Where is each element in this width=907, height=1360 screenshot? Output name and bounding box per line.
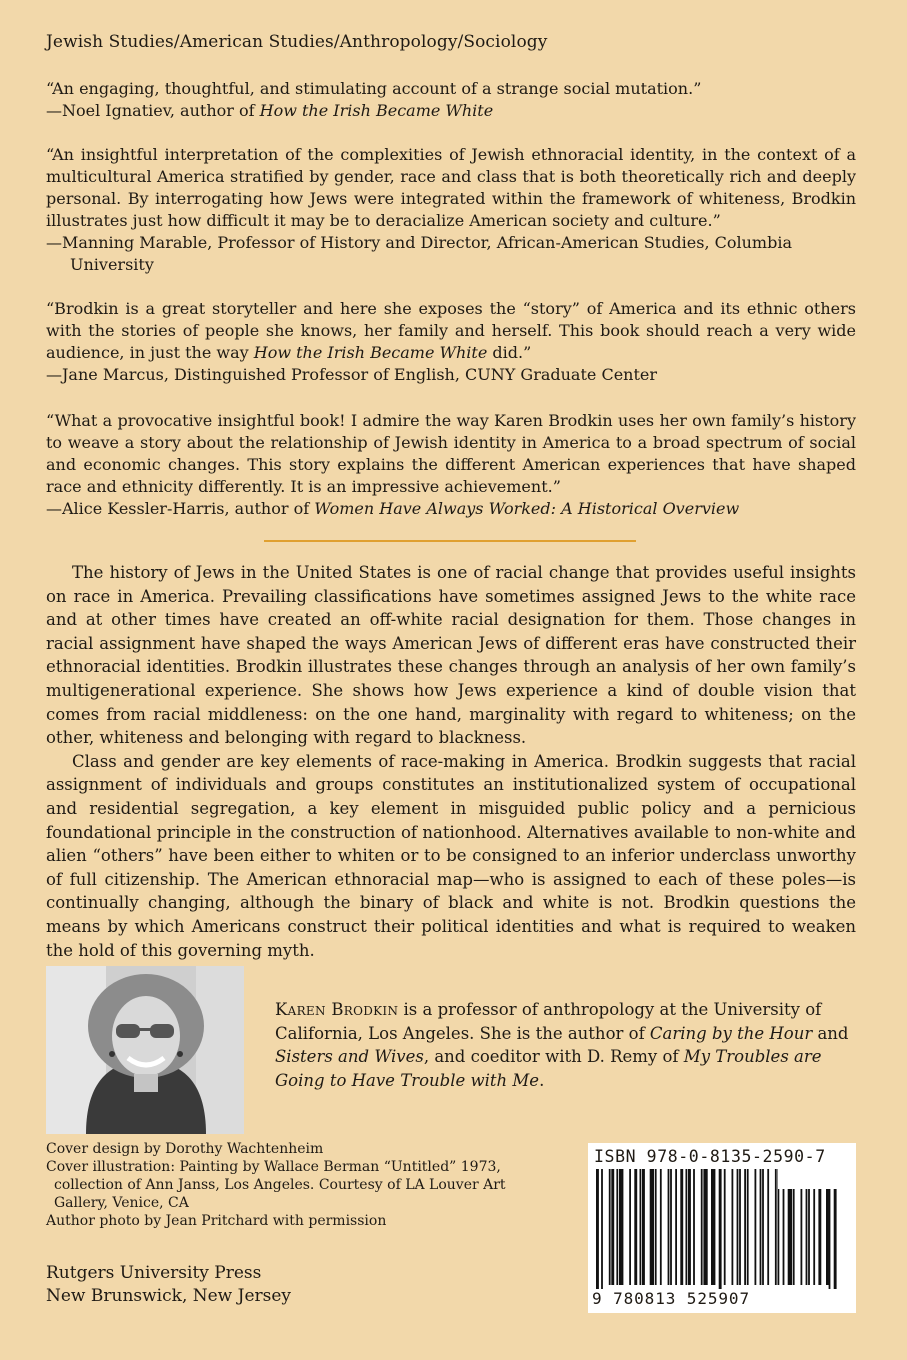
isbn-label: ISBN 978-0-8135-2590-7 [594, 1147, 826, 1166]
price-code-backing [778, 1167, 848, 1189]
barcode-bar [601, 1169, 603, 1289]
barcode-bar [660, 1169, 662, 1285]
barcode-bar [609, 1169, 611, 1285]
barcode-bar [724, 1169, 726, 1285]
barcode-bar [711, 1169, 714, 1285]
barcode-bar [767, 1169, 769, 1285]
barcode-bar [650, 1169, 653, 1285]
barcode-bar [693, 1169, 695, 1285]
barcode-bar [739, 1169, 741, 1285]
book-title: How the Irish Became White [259, 101, 494, 120]
barcode-bar [732, 1169, 734, 1285]
barcode-digits: 9 780813 525907 [592, 1289, 750, 1308]
barcode-bar [688, 1169, 691, 1285]
blurb-marable [46, 144, 856, 276]
blurb-quote: “An engaging, thoughtful, and stimulating account of a strange social mutation.” [46, 79, 702, 98]
publisher-block [46, 1262, 466, 1308]
blurb-kessler-harris [46, 410, 856, 520]
barcode-bar [706, 1169, 708, 1285]
author-portrait-image [46, 966, 244, 1134]
barcode-bar [686, 1169, 688, 1285]
barcode-bar [670, 1169, 672, 1285]
isbn-barcode [588, 1143, 856, 1313]
author-bio: Karen Brodkin is a professor of anthropology at the University of California, Los Angeles. She is the author of Caring by the Hour and Sisters and Wives, and coeditor with D. Remy of My Troubles are Going to Have Trouble with Me. [275, 1000, 849, 1090]
barcode-bar [652, 1169, 654, 1285]
blurb-ignatiev [46, 78, 856, 122]
blurb-quote: “What a provocative insightful book! I admire the way Karen Brodkin uses her own family’s history to weave a story about the relationship of Jewish identity in America to a broad spectrum of social and economic changes. This story explains the different American experiences that have shaped race and ethnicity differently. It is an impressive achievement.” [46, 411, 856, 496]
description-paragraph: Class and gender are key elements of race-making in America. Brodkin suggests that racial assignment of individuals and groups constitutes an institutionalized system of occupational and residential segregation, a key element in misguided public policy and a pernicious foundational principle in the construction of nationhood. Alternatives available to non-white and alien “others” have been either to whiten or to be consigned to an inferior underclass unworthy of full citizenship. The American ethnoracial map—who is assigned to each of these poles—is continually changing, although the binary of black and white is not. Brodkin questions the means by which Americans construct their political identities and what is required to weaken the hold of this governing myth. [46, 751, 856, 960]
book-title: How the Irish Became White [253, 343, 488, 362]
author-photo [46, 966, 244, 1134]
barcode-bar [680, 1169, 683, 1285]
subject-category: Jewish Studies/American Studies/Anthropology/Sociology [46, 32, 548, 52]
barcode-bar [675, 1169, 677, 1285]
blurb-attribution: —Alice Kessler-Harris, author of Women Have Always Worked: A Historical Overview [46, 499, 740, 518]
blurb-attribution: —Noel Ignatiev, author of How the Irish Became White [46, 101, 494, 120]
barcode-bar [611, 1169, 614, 1285]
barcode-bar [622, 1169, 624, 1285]
barcode-bar [642, 1169, 645, 1285]
barcode-bars [588, 1143, 856, 1313]
blurb-marcus [46, 298, 856, 386]
book-description [46, 561, 856, 962]
book-title: Sisters and Wives [275, 1047, 424, 1066]
barcode-bar [714, 1169, 716, 1285]
barcode-bar [640, 1169, 642, 1285]
barcode-bar [703, 1169, 706, 1285]
barcode-bar [616, 1169, 618, 1285]
blurb-attribution: —Manning Marable, Professor of History and Director, African-American Studies, Columbia University [46, 233, 792, 274]
description-paragraph: The history of Jews in the United States is one of racial change that provides useful insights on race in America. Prevailing classifications have sometimes assigned Jews to the white race and at other times have created an off-white racial designation for them. Those changes in racial assignment have shaped the ways American Jews of different eras have constructed their ethnoracial identities. Brodkin illustrates these changes through an analysis of her own family’s multigenerational experience. She shows how Jews experience a kind of double vision that comes from racial middleness: on the one hand, marginality with regard to whiteness; on the other, whiteness and belonging with regard to blackness. [46, 563, 856, 748]
cover-design-credit: Cover design by Dorothy Wachtenheim [46, 1141, 324, 1157]
blurb-quote: “An insightful interpretation of the complexities of Jewish ethnoracial identity, in the context of a multicultural America stratified by gender, race and class that is both theoretically rich and deeply personal. By interrogating how Jews were integrated within the framework of whiteness, Brodkin illustrates just how difficult it may be to deracialize American society and culture.” [46, 145, 856, 230]
book-title: My Troubles are Going to Have Trouble with Me [275, 1047, 822, 1090]
barcode-bar [744, 1169, 746, 1285]
barcode-bar [762, 1169, 764, 1285]
barcode-bar [747, 1169, 749, 1285]
author-name: Karen Brodkin [275, 1000, 399, 1019]
barcode-bar [668, 1169, 670, 1285]
publisher-location: New Brunswick, New Jersey [46, 1286, 292, 1306]
barcode-bar [596, 1169, 599, 1289]
author-photo-credit: Author photo by Jean Pritchard with permission [46, 1213, 387, 1229]
barcode-bar [760, 1169, 762, 1285]
barcode-bar [755, 1169, 757, 1285]
barcode-bar [634, 1169, 637, 1285]
barcode-bar [775, 1169, 777, 1285]
blurb-quote: “Brodkin is a great storyteller and here she exposes the “story” of America and its ethnic others with the stories of people she knows, her family and herself. This book should reach a very wide audience, in just the way How the Irish Became White did.” [46, 299, 856, 362]
barcode-bar [619, 1169, 622, 1285]
book-title: Women Have Always Worked: A Historical Overview [314, 499, 740, 518]
book-title: Caring by the Hour [649, 1023, 813, 1043]
barcode-bar [629, 1169, 631, 1285]
divider-rule [264, 540, 636, 542]
cover-illustration-credit: Cover illustration: Painting by Wallace Berman “Untitled” 1973, collection of Ann Janss, Los Angeles. Courtesy of LA Louver Art Gallery, Venice, CA [46, 1159, 506, 1211]
cover-credits [46, 1140, 516, 1230]
barcode-bar [719, 1169, 722, 1289]
blurb-attribution: —Jane Marcus, Distinguished Professor of English, CUNY Graduate Center [46, 365, 658, 384]
barcode-bar [737, 1169, 739, 1285]
publisher-name: Rutgers University Press [46, 1263, 262, 1283]
barcode-bar [655, 1169, 657, 1285]
barcode-bar [701, 1169, 703, 1285]
